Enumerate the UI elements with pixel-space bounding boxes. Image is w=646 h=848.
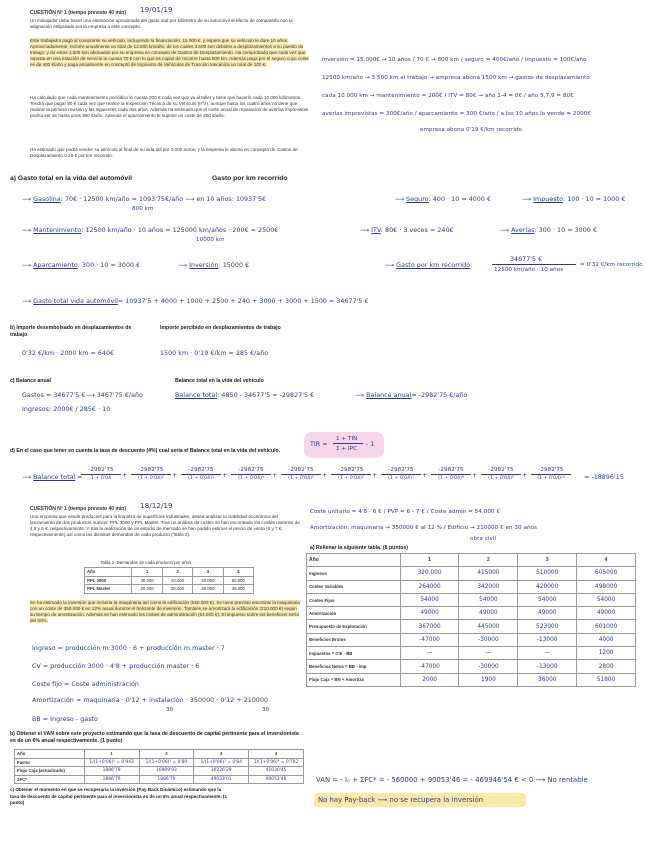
van-formula: VAN = - I₀ + ΣFC* = - 560000 + 90053'46 = - 469946'54 € < 0 ⟶ No rentable <box>316 776 588 784</box>
section-a-label2: Gasto por km recorrido <box>212 175 288 182</box>
van-header-cell: 3 <box>194 750 249 759</box>
plus-sign: + <box>522 472 528 479</box>
formula-coste-fijo: Coste fijo = Coste administración <box>32 681 139 688</box>
c-bt-label: Balance total <box>175 392 218 399</box>
gasolina-calc: : 70€ · 12500 km/año = 1093'75€/año ⟶ en 10 años: 10937'5€ <box>60 196 267 203</box>
demand-cell: 30.000 <box>193 585 223 594</box>
gkm-label: Gasto por km recorrido <box>396 262 471 269</box>
value-cell: -47000 <box>400 633 459 646</box>
section-d-label: d) En el caso que tener en cuenta la tasa de descuento (4%) cual sería el Balance total en la vida del vehículo. <box>10 448 281 454</box>
results-header-cell: Año <box>307 554 401 567</box>
discount-term-den: (1 + 0'04)³ <box>188 476 214 481</box>
results-header-cell: 1 <box>400 554 459 567</box>
c-ingresos: Ingresos: 2000€ / 285€ · 10 <box>22 406 111 413</box>
q2-c-label: c) Obtener el momento en que se recuperaría la inversión (Pay Back Dinámico) estimando que la tasa de descuento de capital pertinente para el inversionista es de un 6% anual respectivamente. (1 punto) <box>10 787 228 805</box>
c-gastos: Gastos = 34677'5 € <box>22 392 86 399</box>
value-cell: 4000 <box>577 633 636 646</box>
value-cell: 342000 <box>459 580 518 593</box>
discount-term-num: -2982'75 <box>488 467 514 473</box>
q1-note-4: averías imprevistas = 300€/año / aparcamiento = 300 €/año / a los 10 años lo vende = 2000€ <box>322 111 591 117</box>
total-label: Gasto total vida automóvil <box>33 298 118 305</box>
aparc-calc: : 300 · 10 = 3000 € <box>77 262 141 269</box>
d-bal-label: Balance total <box>33 474 76 481</box>
value-cell: 1886'79 <box>139 775 194 784</box>
formula-bb: BB = Ingreso - gasto <box>32 716 98 723</box>
value-cell: 54000 <box>459 593 518 606</box>
q2-b-label: b) Obtener el VAN sobre este proyecto estimando que la tasa de descuento de capital pertinente para el inversionista es de un 6% anual respectivamente. (1 punto) <box>10 731 299 744</box>
value-cell: 1/(1+0'06)⁴ = 0'792 <box>249 758 304 767</box>
value-cell: 1900 <box>459 673 518 686</box>
table-row <box>307 660 636 673</box>
seguro-line: ⟶ Seguro: 400 · 10 = 4000 € <box>395 196 492 203</box>
total-calc: = 10937'5 + 4000 + 1000 + 2500 + 240 + 3000 + 3000 + 1500 = 34677'5 € <box>117 298 369 305</box>
discount-term <box>378 466 424 483</box>
gasolina-line: ⟶ Gasolina: 70€ · 12500 km/año = 1093'75€/año ⟶ en 10 años: 10937'5€ <box>22 196 267 203</box>
value-cell: 49000 <box>459 607 518 620</box>
tir-post: - 1 <box>366 441 375 448</box>
row-label: Presupuesto de Explotación <box>307 620 401 633</box>
table-row <box>85 585 254 594</box>
c-ba-line: ⟶ Balance anual= -2982'75 €/año <box>355 392 468 399</box>
row-label: Flujo Caja (actualizado) <box>15 767 85 776</box>
value-cell: 30226'29 <box>194 767 249 776</box>
q1-para1-text: Este trabajador pagó al comprarse su vehículo, incluyendo la financiación, 15.000 €, y espera que su vehículo le dure 10 años. Aproximadamente, recorre anualmente un total de 12.500 km/año, de los cuales 3.500 son debidos a desplazamientos a su puesto de trabajo, y de estos 1.500 son abonados por su empresa en concepto de Gastos de Desplazamiento. Ha comprobado que cada vez que reposta en una estación de servicio le cuesta 70 € con lo que es capaz de recorrer hasta 800 km. Además paga por el seguro cuyo coste es de 400 €/año y paga anualmente en concepto de Impuesto de Vehículos de Tracción Mecánica un total de 100 €. <box>30 38 309 67</box>
value-cell: -30000 <box>459 633 518 646</box>
discount-term-den: (1 + 0'04)⁹ <box>488 476 514 481</box>
plus-sign: + <box>422 472 428 479</box>
demand-cell: 25.000 <box>162 585 192 594</box>
discount-term <box>328 466 374 483</box>
demand-header-cell: Año <box>85 568 132 577</box>
averias-line: ⟶ Averías: 300 · 10 = 3000 € <box>500 227 597 234</box>
tir-den: 1 + IPC <box>336 446 358 452</box>
van-header-cell: 1 <box>84 750 139 759</box>
c-bt-calc: : 4850 - 34677'5 = -29827'5 € <box>217 392 315 399</box>
discount-term-den: (1 + 0'04)⁶ <box>338 476 364 481</box>
table-row <box>307 593 636 606</box>
value-cell: 51800 <box>577 673 636 686</box>
value-cell: 2000 <box>400 673 459 686</box>
section-b-label: b) Importe desembolsado en desplazamientos de trabajo <box>10 325 132 338</box>
van-header-cell: 4 <box>249 750 304 759</box>
gkm-line: ⟶ Gasto por km recorrido: <box>385 262 473 269</box>
q2-note-3: obra civil <box>470 536 497 542</box>
demand-cell: PPL Master <box>85 585 132 594</box>
section-c-label: c) Balance anual <box>10 378 51 384</box>
van-table <box>14 749 304 784</box>
discount-term <box>528 466 574 483</box>
value-cell: -47000 <box>400 660 459 673</box>
row-label: ΣFC* <box>15 775 85 784</box>
q2-note-2: Amortización: maquinaria → 350000 € al 12 % / Edificio → 210000 € en 30 años <box>310 525 537 531</box>
van-header-cell: Año <box>15 750 85 759</box>
table-row <box>15 775 304 784</box>
q1-intro: Un trabajador debe hacer una estimación aproximada del gasto real por kilómetro de su automóvil al efecto de compararlo con la asignación estipulada por la empresa a este concepto. <box>30 18 293 29</box>
table-row <box>15 767 304 776</box>
demand-cell: 20.000 <box>132 585 162 594</box>
c-bt-line <box>175 392 314 400</box>
discount-term-num: -2982'75 <box>438 467 464 473</box>
value-cell: 415000 <box>459 567 518 580</box>
value-cell: 601000 <box>577 620 636 633</box>
discount-term-num: -2982'75 <box>338 467 364 473</box>
discount-term-num: -2982'75 <box>188 467 214 473</box>
plus-sign: + <box>272 472 278 479</box>
value-cell: 49023'01 <box>194 775 249 784</box>
value-cell: 1886'79 <box>84 767 139 776</box>
value-cell: 41030'45 <box>249 767 304 776</box>
results-header-cell: 3 <box>518 554 577 567</box>
discount-term-den: (1 + 0'04)² <box>138 476 164 481</box>
demand-header-cell: 2 <box>162 568 192 577</box>
value-cell: 1/(1+0'06)¹ = 0'943 <box>84 758 139 767</box>
demand-cell: 60.000 <box>223 576 253 585</box>
value-cell: — <box>400 647 459 660</box>
value-cell: 1/(1+0'06)³ = 0'84 <box>194 758 249 767</box>
table-row <box>15 758 304 767</box>
value-cell: 54000 <box>400 593 459 606</box>
discount-term-num: -2982'75 <box>88 467 114 473</box>
payback-answer: No hay Pay-back ⟶ no se recupera la inversión <box>318 796 484 804</box>
van-header-row <box>15 750 304 759</box>
q2-title: CUESTIÓN Nº 1 (tiempo previsto 40 min) <box>30 506 127 512</box>
demand-cell: PPL 3000 <box>85 576 132 585</box>
value-cell: 1/(1+0'06)² = 0'89 <box>139 758 194 767</box>
inv-calc: : 15000 € <box>218 262 250 269</box>
row-label: Flujo Caja = BN + Amortiza <box>307 673 401 686</box>
q1-para2: Ha calculado que cada mantenimiento periódico le cuesta 200 € cada vez que va al taller y tiene que hacerlo cada 10.000 kilómetros. Tendrá que pagar 80 € cada vez que realice la Inspección Técnica de su Vehículo (ITV), aunque hasta los cuatro años no tiene que realizar la primera revisión y las siguientes cada dos años. Además ha estimado que el coste anual de reparación de averías imprevistas podría ser de hasta unos 300 €/año. Además el aparcamiento le supone un coste de 300 €/año. <box>30 95 309 118</box>
q2-note-1: Coste unitario = 4'8 - 6 € / PVP = 6 - 7 € / Coste admin = 54.000 € <box>310 509 500 515</box>
inv-line: ⟶ Inversión: 15000 € <box>178 262 250 269</box>
demand-cell: 30.000 <box>132 576 162 585</box>
demand-header-cell: 3 <box>193 568 223 577</box>
value-cell: 498000 <box>577 580 636 593</box>
itv-label: ITV <box>371 227 381 234</box>
table-row <box>85 576 254 585</box>
q1-date: 19/01/19 <box>140 5 173 14</box>
q1-para3: Ha estimado que podrá vender su vehículo al final de su vida útil por 2.000 euros, y la empresa le abona en concepto de Gastos de Desplazamiento 0,19 € por km recorrido. <box>30 147 298 158</box>
discount-term <box>128 466 174 483</box>
row-label: Factor <box>15 758 85 767</box>
discount-term <box>278 466 324 483</box>
formula-ingreso: Ingreso = producción m.3000 · 6 + producción m.master · 7 <box>32 645 225 652</box>
tir-num: 1 + TIN <box>336 436 358 442</box>
value-cell: 49000 <box>577 607 636 620</box>
table-row <box>307 567 636 580</box>
q1-para1 <box>30 38 310 68</box>
value-cell: 1886'79 <box>84 775 139 784</box>
row-label: Ingresos <box>307 567 401 580</box>
b-val2: 1500 km · 0'19 €/km = 285 €/año <box>160 350 269 357</box>
row-label: Beneficios Brutos <box>307 633 401 646</box>
results-header-cell: 4 <box>577 554 636 567</box>
value-cell: — <box>459 647 518 660</box>
discount-term <box>178 466 224 483</box>
averias-label: Averías <box>511 227 535 234</box>
q2-para2-text: Se ha estimado la inversión que incluiría la maquinaria así como la edificación (560.000 €). Se tiene previsto amortizar la maquinaria con un coste de 350.000 € en 12% anual durante el horizonte de inversión. También se amortizará la edificación (210.000 €) según su tiempo de amortización. Además se han estimado los costes de administración (54.000 €). El impuesto sobre los beneficios sería del 30%. <box>30 600 300 623</box>
plus-sign: + <box>322 472 328 479</box>
demand-cell: 50.000 <box>193 576 223 585</box>
formula-amortizacion: Amortización = maquinaria · 0'12 + instalación · 350000 · 0'12 + 210000 <box>32 697 269 704</box>
value-cell: 54000 <box>577 593 636 606</box>
discount-term-num: -2982'75 <box>538 467 564 473</box>
impuesto-calc: : 100 · 10 = 1000 € <box>563 196 626 203</box>
discount-term-den: 1 + 0'04 <box>90 476 112 481</box>
d-bal-line: ⟶ Balance total = <box>22 474 83 481</box>
plus-sign: + <box>122 472 128 479</box>
row-label: Costes Fijos <box>307 593 401 606</box>
demand-cell: 35.000 <box>223 585 253 594</box>
demand-header-cell: 4 <box>223 568 253 577</box>
value-cell: 264000 <box>400 580 459 593</box>
value-cell: -13000 <box>518 633 577 646</box>
discount-term <box>228 466 274 483</box>
gasolina-label: Gasolina <box>33 196 61 203</box>
gkm-den: 12500 km/año · 10 años <box>494 267 564 273</box>
value-cell: 54000 <box>518 593 577 606</box>
discount-term-num: -2982'75 <box>388 467 414 473</box>
value-cell: 49000 <box>518 607 577 620</box>
row-label: Amortización <box>307 607 401 620</box>
discount-term-den: (1 + 0'04)⁵ <box>288 476 314 481</box>
impuesto-line: ⟶ Impuesto: 100 · 10 = 1000 € <box>522 196 626 203</box>
plus-sign: + <box>222 472 228 479</box>
value-cell: 49000 <box>400 607 459 620</box>
mant-line: ⟶ Mantenimiento: 12500 km/año · 10 años = 125000 km/años · 200€ = 2500€ <box>22 227 279 234</box>
averias-calc: : 300 · 10 = 3000 € <box>534 227 597 234</box>
aparc-label: Aparcamiento <box>33 262 78 269</box>
gasolina-den: 800 km <box>132 206 154 212</box>
discount-term-num: -2982'75 <box>238 467 264 473</box>
van-header-cell: 2 <box>139 750 194 759</box>
value-cell: — <box>518 647 577 660</box>
c-ba-label: Balance anual <box>366 392 412 399</box>
table-row <box>307 633 636 646</box>
q1-note-1: inversión = 15.000€ → 10 años / 70 € → 800 km / seguro = 400€/año / impuesto = 100€/año <box>322 57 587 63</box>
formula-den2: 30 <box>262 707 270 713</box>
value-cell: 1200 <box>577 647 636 660</box>
inv-label: Inversión <box>189 262 219 269</box>
results-header-row <box>307 554 636 567</box>
table-row <box>307 647 636 660</box>
results-table <box>306 553 636 687</box>
table-row <box>307 580 636 593</box>
value-cell: 2800 <box>577 660 636 673</box>
q2-para2 <box>30 600 302 624</box>
demand-cell: 40.000 <box>162 576 192 585</box>
plus-sign: + <box>172 472 178 479</box>
value-cell: 523000 <box>518 620 577 633</box>
seguro-calc: : 400 · 10 = 4000 € <box>428 196 492 203</box>
value-cell: 420000 <box>518 580 577 593</box>
mant-den: 10000 km <box>196 237 225 243</box>
b-val1: 0'32 €/km · 2000 km = 640€ <box>22 350 115 357</box>
mant-calc: : 12500 km/año · 10 años = 125000 km/años · 200€ = 2500€ <box>81 227 279 234</box>
q1-note-3: cada 10.000 km → mantenimiento = 200€ / ITV = 80€ → año 1-4 = 0€ / año 5,7,9 = 80€ <box>322 93 574 99</box>
mant-label: Mantenimiento <box>33 227 82 234</box>
itv-calc: : 80€ · 3 veces = 240€ <box>380 227 454 234</box>
discount-term-den: (1 + 0'04)⁴ <box>238 476 264 481</box>
plus-sign: + <box>372 472 378 479</box>
results-table-body <box>307 554 636 687</box>
gkm-fraction-bar <box>492 264 576 265</box>
impuesto-label: Impuesto <box>533 196 563 203</box>
value-cell: 36000 <box>518 673 577 686</box>
q2-a-label: a) Rellenar la siguiente tabla. (8 puntos) <box>310 545 409 551</box>
row-label: Beneficios Netos = BB - imp <box>307 660 401 673</box>
tir-fraction-bar <box>333 443 363 444</box>
gkm-num: 34677'5 € <box>510 256 543 263</box>
formula-cv: CV = producción 3000 · 4'8 + producción master · 6 <box>32 663 200 670</box>
discount-term <box>478 466 524 483</box>
table-row <box>307 607 636 620</box>
c-gastos-line <box>22 392 143 400</box>
q1-note-2: 12500 km/año → 3.500 km al trabajo → empresa abona 1500 km → gastos de desplazamiento <box>322 75 590 81</box>
discount-term-den: (1 + 0'04)¹⁰ <box>537 476 565 481</box>
row-label: Costes Variables <box>307 580 401 593</box>
q2-date: 18/12/19 <box>140 501 173 510</box>
discount-term <box>428 466 474 483</box>
q2-intro: Una empresa que vende productos para la limpieza de superficies industriales, desea analizar la viabilidad económica del lanzamiento de dos productos nuevos: PPL 3000 y PPL Master. Tras un análisis de costes se han encontrado los costes unitarios de 4,8 y 6 €, respectivamente. Y tras la realización de un estudio de mercado se han podido estimar el precio de venta (6 y 7 €, respectivamente) así como las distintas demandas de cada producto (Tabla 2). <box>30 514 300 537</box>
q1-title: CUESTIÓN Nº 1 (tiempo previsto 40 min) <box>30 10 127 16</box>
formula-den1: 30 <box>166 707 174 713</box>
value-cell: -13000 <box>518 660 577 673</box>
discount-term <box>78 466 124 483</box>
c-ba-calc: = -2982'75 €/año <box>411 392 468 399</box>
itv-line: ⟶ ITV: 80€ · 3 veces = 240€ <box>360 227 454 234</box>
seguro-label: Seguro <box>406 196 429 203</box>
value-cell: 320.000 <box>400 567 459 580</box>
c-gastos2: ⟶ 3467'75 €/año <box>85 392 143 399</box>
d-result: = -18896'15 <box>584 474 624 481</box>
value-cell: -30000 <box>459 660 518 673</box>
row-label: Impuestos = 0'3/ · BB <box>307 647 401 660</box>
value-cell: 367000 <box>400 620 459 633</box>
section-c-label2: Balance total en la vida del vehículo <box>175 378 264 384</box>
plus-sign: + <box>472 472 478 479</box>
discount-term-num: -2982'75 <box>288 467 314 473</box>
section-a-label: a) Gasto total en la vida del automóvil <box>10 175 132 182</box>
table-row <box>307 620 636 633</box>
discount-term-num: -2982'75 <box>138 467 164 473</box>
tir-pre: TIR = <box>310 441 328 448</box>
gkm-res: = 0'32 €/km recorrido <box>580 262 643 268</box>
van-table-body <box>15 750 304 784</box>
demand-table <box>84 567 254 594</box>
results-header-cell: 2 <box>459 554 518 567</box>
demand-header-cell: 1 <box>132 568 162 577</box>
q2-table-caption: Tabla 2. Demandas de cada producto por años. <box>100 560 193 565</box>
value-cell: 90053'46 <box>249 775 304 784</box>
value-cell: 16909'93 <box>139 767 194 776</box>
section-b-label2: Importe percibido en desplazamientos de trabajo <box>160 325 281 331</box>
aparc-line: ⟶ Aparcamiento: 300 · 10 = 3000 € <box>22 262 141 269</box>
discount-term-den: (1 + 0'04)⁷ <box>388 476 414 481</box>
value-cell: 445000 <box>459 620 518 633</box>
discount-term-den: (1 + 0'04)⁸ <box>438 476 464 481</box>
value-cell: 510000 <box>518 567 577 580</box>
value-cell: 605000 <box>577 567 636 580</box>
demand-header-row <box>85 568 254 577</box>
total-line: ⟶ Gasto total vida automóvil= 10937'5 + 4000 + 1000 + 2500 + 240 + 3000 + 3000 + 1500 = 34677'5 € <box>22 298 369 305</box>
q1-note-5: empresa abona 0'19 €/km recorrido <box>420 127 523 133</box>
table-row <box>307 673 636 686</box>
